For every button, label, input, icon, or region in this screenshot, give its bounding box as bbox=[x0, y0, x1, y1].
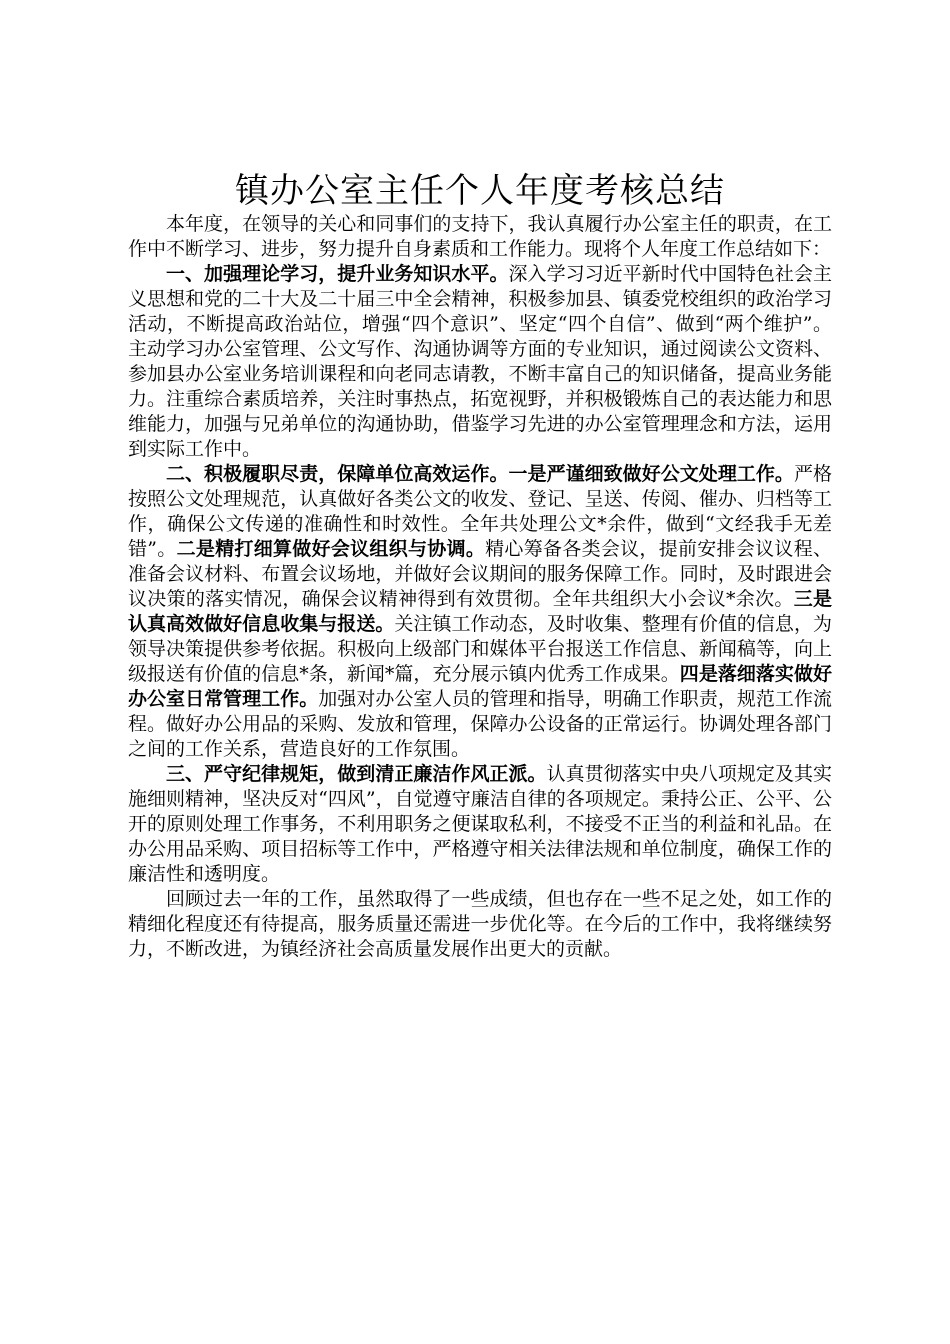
section-2-point-4-title: 四是落细落实做好办公室日常管理工作。 bbox=[128, 663, 832, 710]
section-2-heading: 二、积极履职尽责，保障单位高效运作。 bbox=[166, 463, 509, 485]
section-1-paragraph bbox=[128, 262, 832, 462]
intro-paragraph: 本年度，在领导的关心和同事们的支持下，我认真履行办公室主任的职责，在工作中不断学习、进步，努力提升自身素质和工作能力。现将个人年度工作总结如下： bbox=[128, 213, 832, 260]
section-1-body: 深入学习习近平新时代中国特色社会主义思想和党的二十大及二十届三中全会精神，积极参加县、镇委党校组织的政治学习活动，不断提高政治站位，增强“四个意识”、坚定“四个自信”、做到“两个维护”。主动学习办公室管理、公文写作、沟通协调等方面的专业知识，通过阅读公文资料、参加县办公室业务培训课程和向老同志请教，不断丰富自己的知识储备，提高业务能力。注重综合素质培养，关注时事热点，拓宽视野，并积极锻炼自己的表达能力和思维能力，加强与兄弟单位的沟通协助，借鉴学习先进的办公室管理理念和方法，运用到实际工作中。 bbox=[128, 263, 832, 460]
section-2-point-1-title: 一是严谨细致做好公文处理工作。 bbox=[508, 463, 794, 485]
section-2-point-4-body: 加强对办公室人员的管理和指导，明确工作职责，规范工作流程。做好办公用品的采购、发放和管理，保障办公设备的正常运行。协调处理各部门之间的工作关系，营造良好的工作氛围。 bbox=[128, 688, 832, 760]
section-2-point-2-title: 二是精打细算做好会议组织与协调。 bbox=[176, 538, 486, 560]
document-page bbox=[128, 170, 832, 962]
section-2-point-3-title: 三是认真高效做好信息收集与报送。 bbox=[128, 588, 832, 635]
section-3-paragraph bbox=[128, 762, 832, 887]
section-2-point-2-body: 精心筹备各类会议，提前安排会议议程、准备会议材料、布置会议场地，并做好会议期间的服务保障工作。同时，及时跟进会议决策的落实情况，确保会议精神得到有效贯彻。全年共组织大小会议*余次。 bbox=[128, 538, 832, 610]
section-2-paragraph bbox=[128, 462, 832, 762]
conclusion-paragraph: 回顾过去一年的工作，虽然取得了一些成绩，但也存在一些不足之处，如工作的精细化程度还有待提高，服务质量还需进一步优化等。在今后的工作中，我将继续努力，不断改进，为镇经济社会高质量发展作出更大的贡献。 bbox=[128, 888, 832, 960]
section-3-body: 认真贯彻落实中央八项规定及其实施细则精神，坚决反对“四风”，自觉遵守廉洁自律的各项规定。秉持公正、公平、公开的原则处理工作事务，不利用职务之便谋取私利，不接受不正当的利益和礼品。在办公用品采购、项目招标等工作中，严格遵守相关法律法规和单位制度，确保工作的廉洁性和透明度。 bbox=[128, 763, 832, 885]
document-title: 镇办公室主任个人年度考核总结 bbox=[235, 171, 725, 211]
section-1-heading: 一、加强理论学习，提升业务知识水平。 bbox=[166, 263, 509, 285]
section-2-point-3-body: 关注镇工作动态，及时收集、整理有价值的信息，为领导决策提供参考依据。积极向上级部门和媒体平台报送工作信息、新闻稿等，向上级报送有价值的信息*条，新闻*篇，充分展示镇内优秀工作成果。 bbox=[128, 613, 832, 685]
section-2-point-1-body: 严格按照公文处理规范，认真做好各类公文的收发、登记、呈送、传阅、催办、归档等工作，确保公文传递的准确性和时效性。全年共处理公文*余件，做到“文经我手无差错”。 bbox=[128, 463, 832, 560]
section-3-heading: 三、严守纪律规矩，做到清正廉洁作风正派。 bbox=[166, 763, 547, 785]
